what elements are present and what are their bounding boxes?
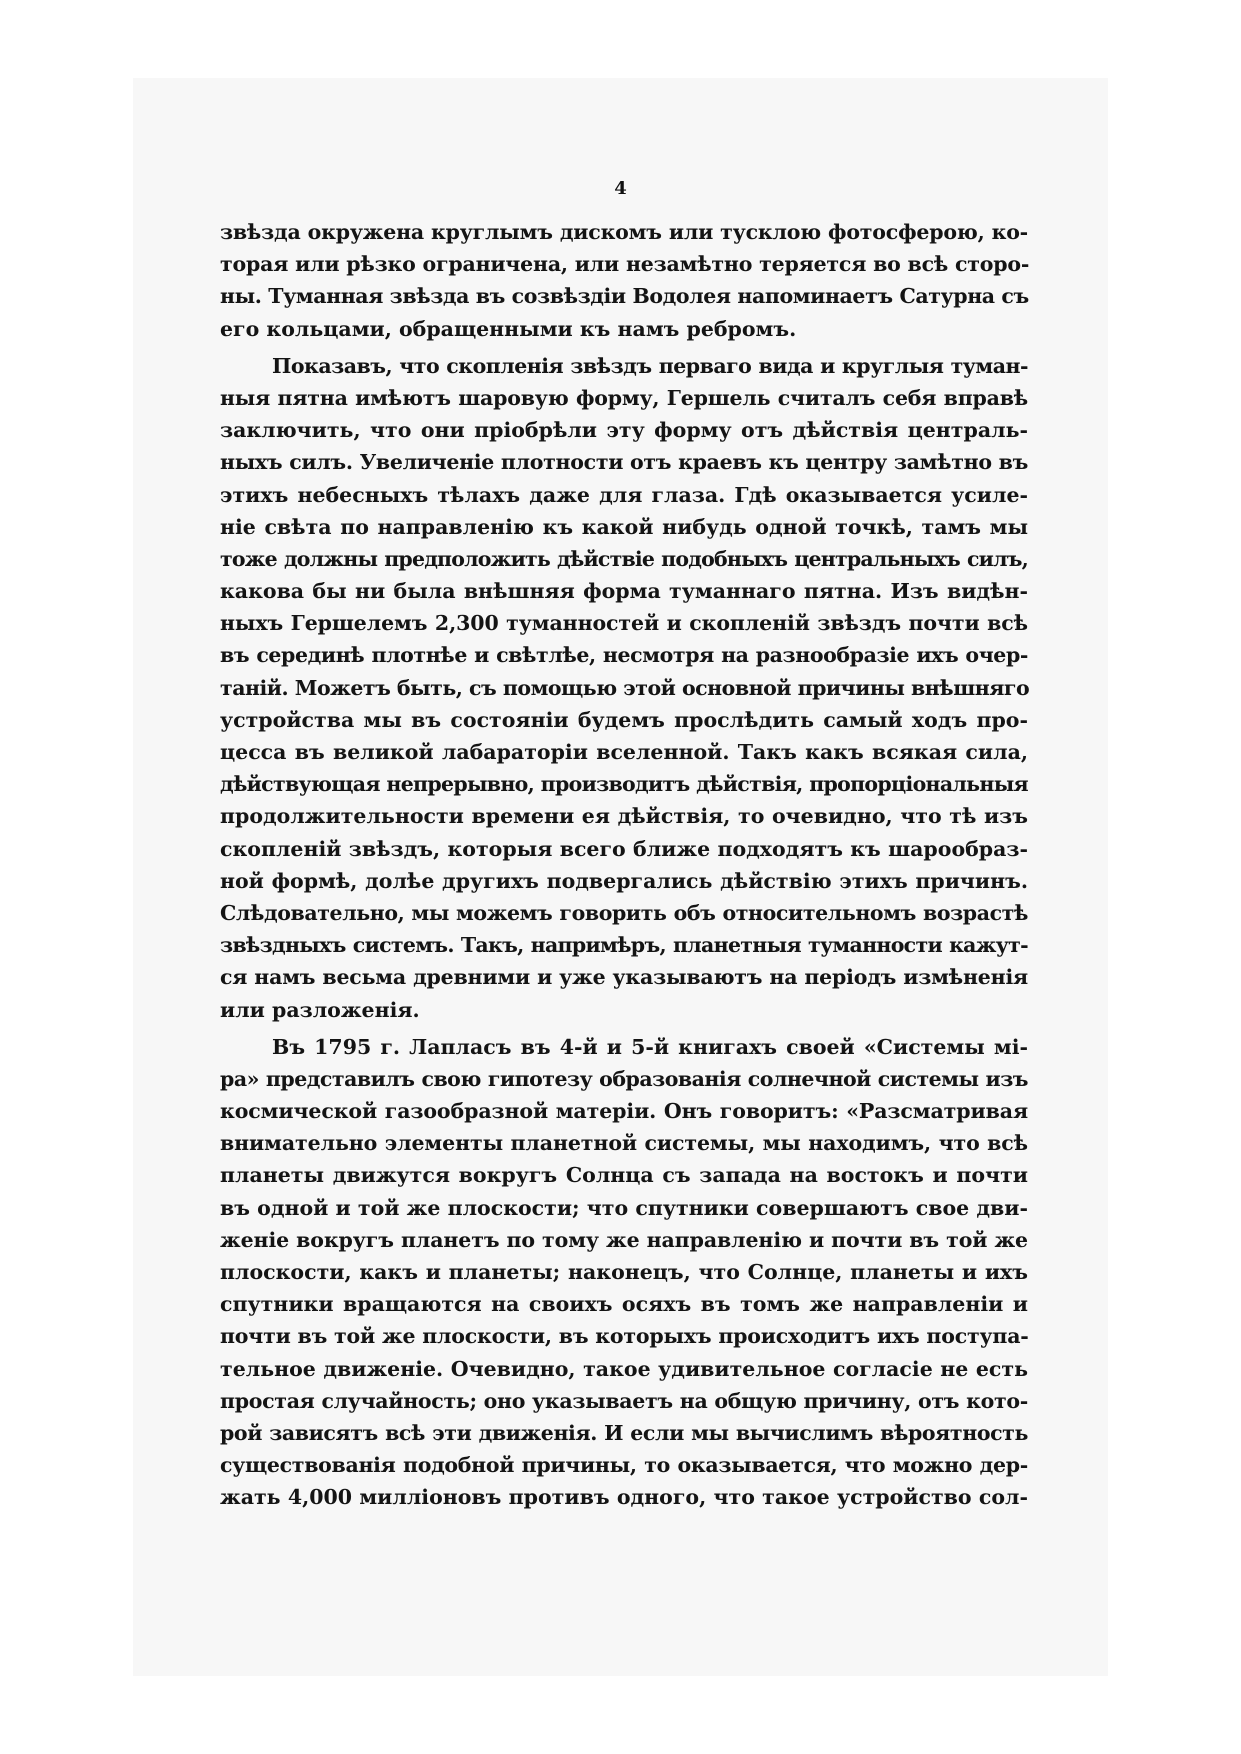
text-line: таній. Можетъ быть, съ помощью этой основной причины внѣшняго: [220, 675, 1030, 700]
text-line: скопленій звѣздъ, которыя всего ближе подходятъ къ шарообраз-: [220, 836, 1028, 861]
text-line: тельное движеніе. Очевидно, такое удивительное согласіе не есть: [220, 1356, 1028, 1381]
text-line: какова бы ни была внѣшняя форма туманнаго пятна. Изъ видѣн-: [220, 579, 1028, 604]
text-line: въ серединѣ плотнѣе и свѣтлѣе, несмотря на разнообразіе ихъ очер-: [220, 643, 1028, 668]
text-line: планеты движутся вокругъ Солнца съ запада на востокъ и почти: [220, 1163, 1028, 1188]
text-line: ныя пятна имѣютъ шаровую форму, Гершель считалъ себя вправѣ: [220, 385, 1028, 410]
text-line: женіе вокругъ планетъ по тому же направленію и почти въ той же: [220, 1227, 1028, 1252]
text-line: дѣйствующая непрерывно, производитъ дѣйствія, пропорціональныя: [220, 772, 1028, 797]
text-line: рой зависятъ всѣ эти движенія. И если мы вычислимъ вѣроятность: [220, 1420, 1028, 1445]
text-line: ныхъ Гершелемъ 2,300 туманностей и скопленій звѣздъ почти всѣ: [220, 611, 1028, 636]
text-line: устройства мы въ состояніи будемъ прослѣдить самый ходъ про-: [220, 707, 1028, 732]
text-line: Слѣдовательно, мы можемъ говорить объ относительномъ возрастѣ: [220, 900, 1028, 925]
paragraph: [220, 350, 1028, 1026]
text-line: заключить, что они пріобрѣли эту форму отъ дѣйствія централь-: [220, 418, 1028, 443]
page-number: 4: [614, 178, 627, 199]
text-line: Въ 1795 г. Лапласъ въ 4-й и 5-й книгахъ своей «Системы мі-: [272, 1034, 1028, 1059]
text-line: ра» представилъ свою гипотезу образованія солнечной системы изъ: [220, 1066, 1028, 1091]
text-line: космической газообразной матеріи. Онъ говоритъ: «Разсматривая: [220, 1099, 1028, 1124]
text-line: жать 4,000 милліоновъ противъ одного, что такое устройство сол-: [220, 1485, 1028, 1510]
text-line: тоже должны предположить дѣйствіе подобныхъ центральныхъ силъ,: [220, 546, 1028, 571]
text-line: торая или рѣзко ограничена, или незамѣтно теряется во всѣ сторо-: [220, 252, 1030, 277]
text-line: простая случайность; оно указываетъ на общую причину, отъ кото-: [220, 1388, 1028, 1413]
text-line: ны. Туманная звѣзда въ созвѣздіи Водолея напоминаетъ Сатурна съ: [220, 284, 1029, 309]
text-line: продолжительности времени ея дѣйствія, то очевидно, что тѣ изъ: [220, 804, 1028, 829]
text-line: въ одной и той же плоскости; что спутники совершаютъ свое дви-: [220, 1195, 1028, 1220]
text-line: или разложенія.: [220, 997, 420, 1022]
text-line: его кольцами, обращенными къ намъ ребромъ.: [220, 316, 797, 341]
paragraph: [220, 1031, 1028, 1514]
text-line: этихъ небесныхъ тѣлахъ даже для глаза. Гдѣ оказывается усиле-: [220, 482, 1028, 507]
text-line: Показавъ, что скопленія звѣздъ перваго вида и круглыя туман-: [272, 353, 1028, 378]
body-text: [220, 216, 1028, 1514]
text-line: плоскости, какъ и планеты; наконецъ, что Солнце, планеты и ихъ: [220, 1260, 1028, 1284]
text-line: ся намъ весьма древними и уже указываютъ на періодъ измѣненія: [220, 965, 1028, 990]
text-line: почти въ той же плоскости, въ которыхъ происходитъ ихъ поступа-: [220, 1324, 1029, 1349]
text-line: внимательно элементы планетной системы, мы находимъ, что всѣ: [220, 1131, 1028, 1156]
text-line: звѣздныхъ системъ. Такъ, напримѣръ, планетныя туманности кажут-: [220, 933, 1028, 958]
paragraph: [220, 216, 1028, 345]
text-line: ной формѣ, долѣе другихъ подвергались дѣйствію этихъ причинъ.: [220, 868, 1028, 893]
text-line: звѣзда окружена круглымъ дискомъ или тусклою фотосферою, ко-: [220, 220, 1028, 244]
text-line: ніе свѣта по направленію къ какой нибудь одной точкѣ, тамъ мы: [220, 514, 1028, 539]
book-page: [133, 78, 1108, 1676]
text-line: существованія подобной причины, то оказывается, что можно дер-: [220, 1453, 1028, 1478]
text-line: спутники вращаются на своихъ осяхъ въ томъ же направленіи и: [220, 1292, 1028, 1317]
text-line: ныхъ силъ. Увеличеніе плотности отъ краевъ къ центру замѣтно въ: [220, 450, 1028, 475]
text-line: цесса въ великой лабараторіи вселенной. Такъ какъ всякая сила,: [220, 740, 1028, 764]
